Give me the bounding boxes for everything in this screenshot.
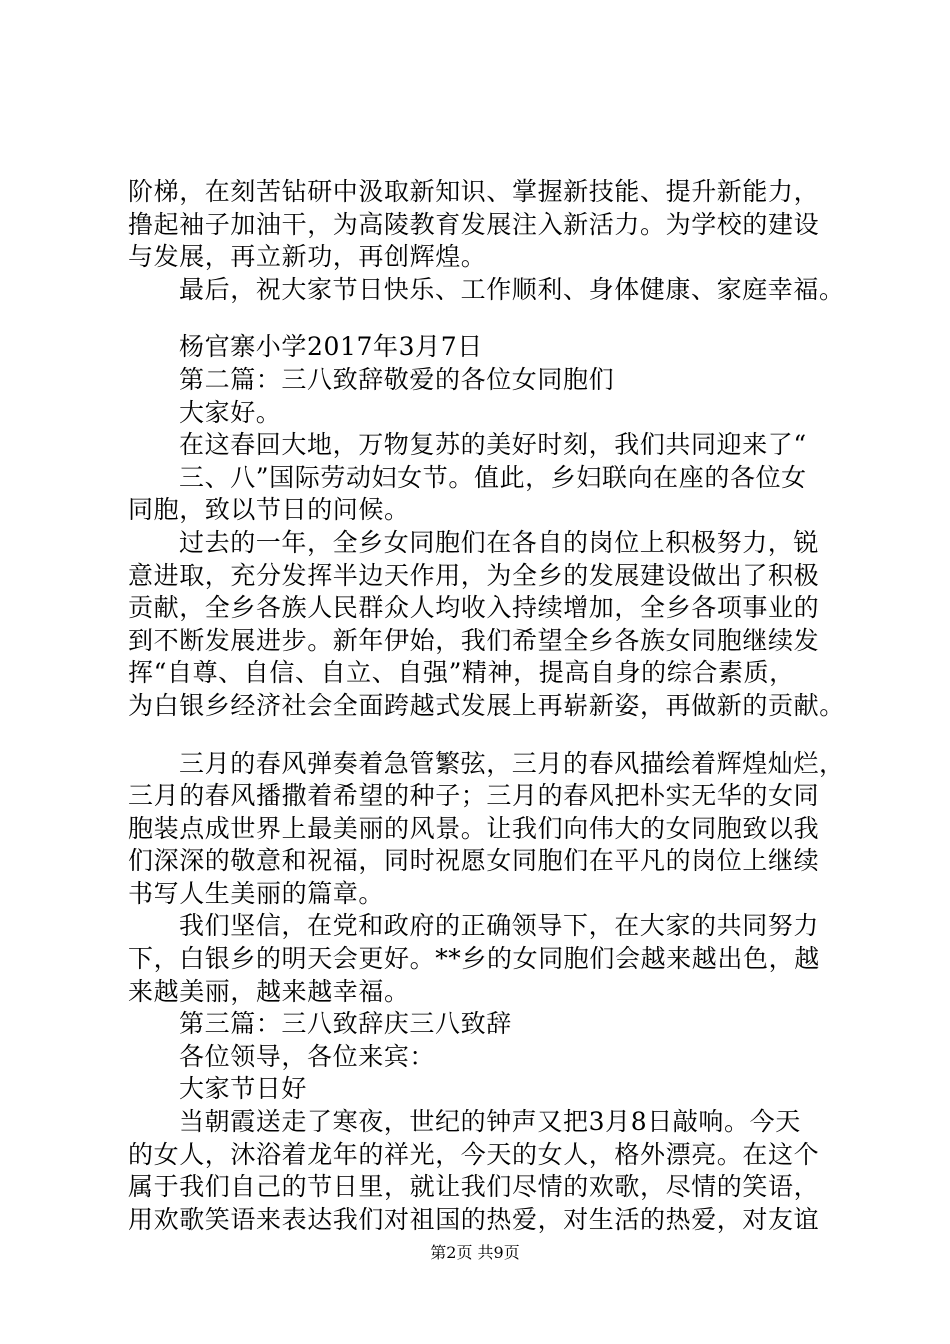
text-line: 当朝霞送走了寒夜，世纪的钟声又把3月8日敲响。今天 (179, 1107, 801, 1137)
text-line: 三月的春风弹奏着急管繁弦，三月的春风描绘着辉煌灿烂， (179, 748, 845, 778)
text-line: 第二篇：三八致辞敬爱的各位女同胞们 (179, 364, 615, 394)
document-body (128, 176, 848, 1236)
text-line: 大家节日好 (179, 1074, 308, 1104)
text-line: 同胞，致以节日的问候。 (128, 495, 410, 525)
text-line: 到不断发展进步。新年伊始，我们希望全乡各族女同胞继续发 (128, 625, 820, 655)
text-line: 为白银乡经济社会全面跨越式发展上再崭新姿，再做新的贡献。 (128, 690, 845, 720)
page-footer: 第2页 共9页 (430, 1243, 520, 1262)
text-line: 挥“自尊、自信、自立、自强”精神，提高自身的综合素质， (128, 658, 795, 688)
text-line: 各位领导，各位来宾： (179, 1041, 436, 1071)
text-line: 三、八”国际劳动妇女节。值此，乡妇联向在座的各位女 (179, 462, 807, 492)
text-line: 阶梯，在刻苦钻研中汲取新知识、掌握新技能、提升新能力， (128, 177, 820, 206)
text-line: 三月的春风播撒着希望的种子；三月的春风把朴实无华的女同 (128, 781, 820, 811)
paragraph-spacer (128, 723, 848, 748)
text-line: 属于我们自己的节日里，就让我们尽情的欢歌，尽情的笑语， (128, 1172, 820, 1202)
text-line: 意进取，充分发挥半边天作用，为全乡的发展建设做出了积极 (128, 560, 820, 590)
text-line: 下，白银乡的明天会更好。**乡的女同胞们会越来越出色，越 (128, 944, 820, 974)
text-line: 书写人生美丽的篇章。 (128, 878, 385, 908)
text-line: 大家好。 (179, 397, 282, 427)
text-line: 撸起袖子加油干，为高陵教育发展注入新活力。为学校的建设 (128, 209, 820, 239)
paragraph-spacer (128, 306, 848, 331)
text-line: 们深深的敬意和祝福，同时祝愿女同胞们在平凡的岗位上继续 (128, 846, 820, 876)
text-line: 过去的一年，全乡女同胞们在各自的岗位上积极努力，锐 (179, 527, 820, 557)
text-line: 用欢歌笑语来表达我们对祖国的热爱，对生活的热爱，对友谊 (128, 1204, 820, 1234)
text-line: 与发展，再立新功，再创辉煌。 (128, 242, 487, 272)
text-line: 最后，祝大家节日快乐、工作顺利、身体健康、家庭幸福。 (179, 274, 845, 304)
text-line: 我们坚信，在党和政府的正确领导下，在大家的共同努力 (179, 911, 820, 941)
text-line: 贡献，全乡各族人民群众人均收入持续增加，全乡各项事业的 (128, 593, 820, 623)
text-line: 第三篇：三八致辞庆三八致辞 (179, 1009, 512, 1039)
text-line: 胞装点成世界上最美丽的风景。让我们向伟大的女同胞致以我 (128, 813, 820, 843)
text-line: 杨官寨小学2017年3月7日 (179, 332, 483, 362)
text-line: 的女人，沐浴着龙年的祥光，今天的女人，格外漂亮。在这个 (128, 1139, 820, 1169)
text-line: 来越美丽，越来越幸福。 (128, 976, 410, 1006)
text-line: 在这春回大地，万物复苏的美好时刻，我们共同迎来了“ (179, 430, 807, 460)
